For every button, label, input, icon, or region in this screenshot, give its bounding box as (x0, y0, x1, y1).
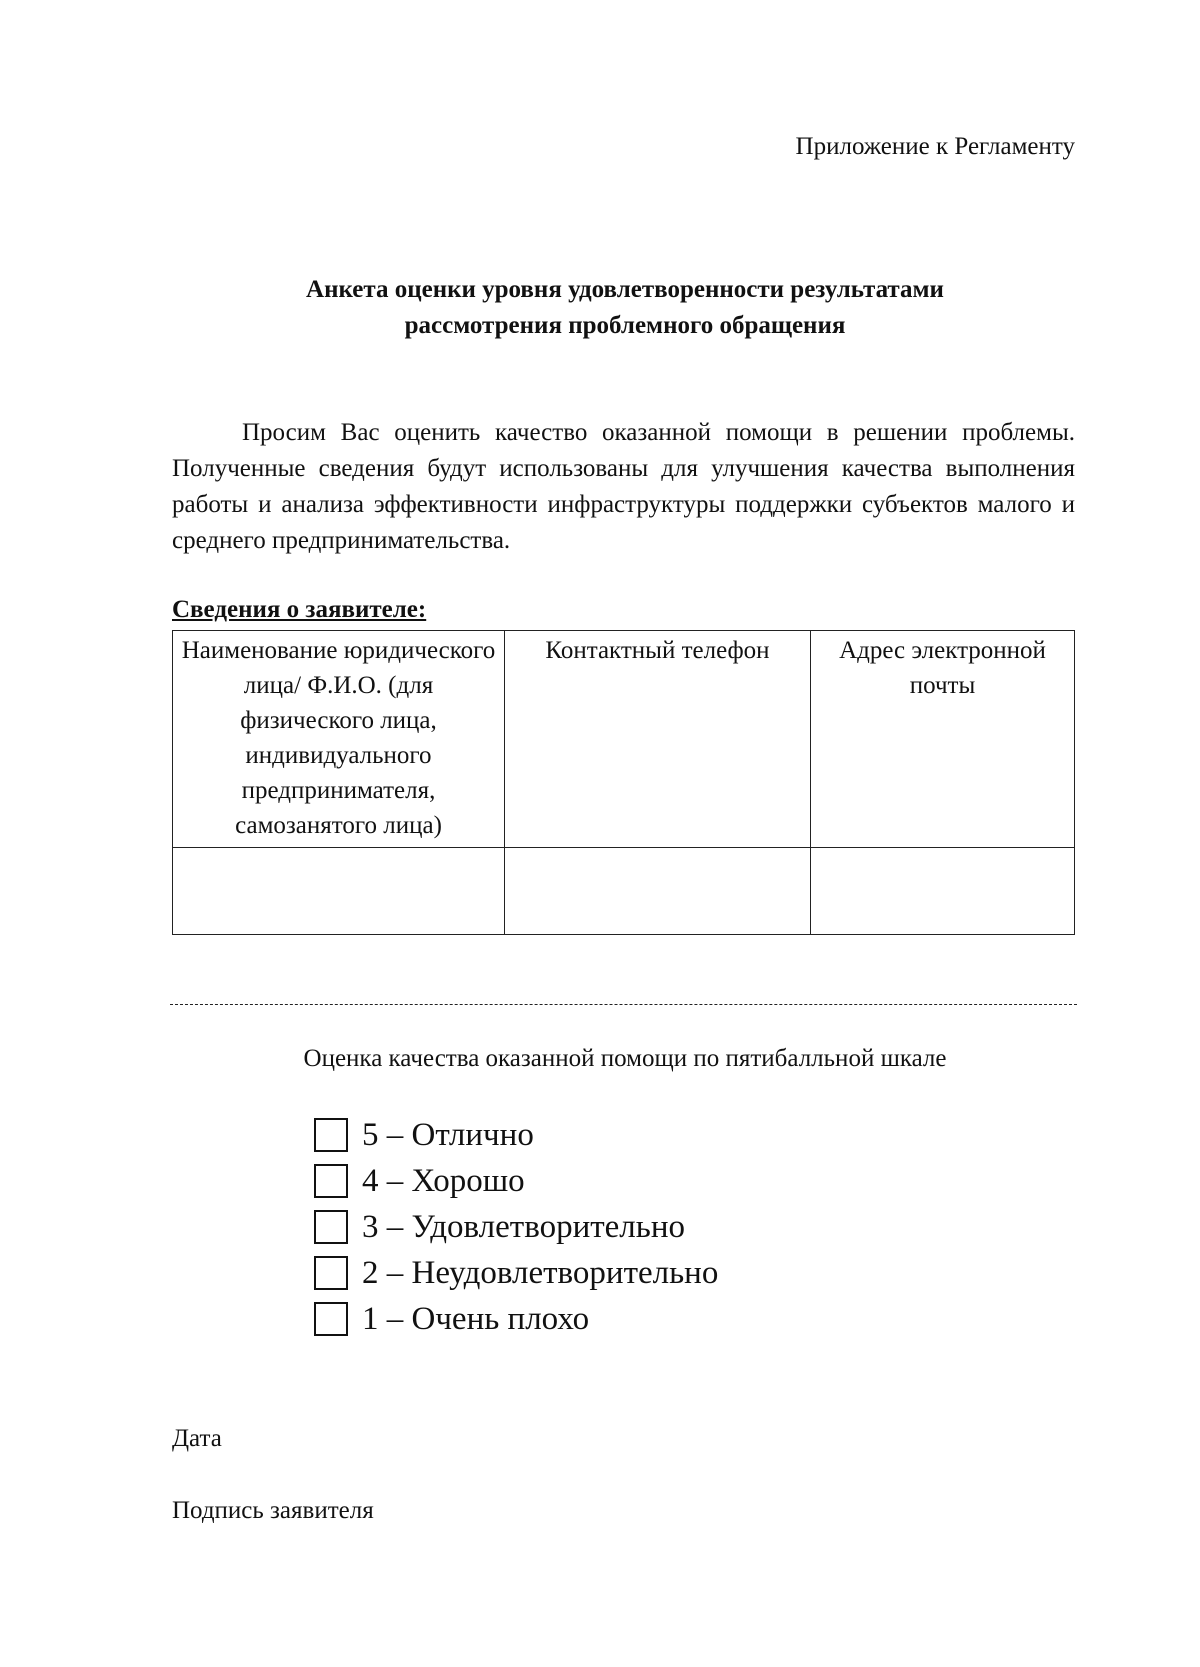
checkbox-excellent[interactable] (314, 1118, 348, 1152)
signature-label: Подпись заявителя (172, 1497, 374, 1524)
dashed-separator (170, 1004, 1077, 1005)
intro-paragraph: Просим Вас оценить качество оказанной помощи в решении проблемы. Полученные сведения будут использованы для улучшения качества выполнения работы и анализа эффективности инфраструктуры поддержки субъектов малого и среднего предпринимательства. (172, 419, 1075, 554)
rating-option-label: 2 – Неудовлетворительно (362, 1255, 719, 1291)
applicant-name-cell[interactable] (173, 848, 505, 935)
document-title-line-1: Анкета оценки уровня удовлетворенности результатами (306, 276, 944, 303)
column-header-email: Адрес электронной почты (811, 631, 1075, 848)
applicant-email-cell[interactable] (811, 848, 1075, 935)
column-header-name: Наименование юридического лица/ Ф.И.О. (для физического лица, индивидуального предпринимателя, самозанятого лица) (173, 631, 505, 848)
document-title (175, 272, 1075, 344)
rating-title: Оценка качества оказанной помощи по пятибалльной шкале (303, 1045, 947, 1072)
applicant-info-table (172, 630, 1075, 935)
rating-option-label: 4 – Хорошо (362, 1163, 525, 1199)
appendix-label: Приложение к Регламенту (795, 133, 1075, 160)
rating-option-label: 3 – Удовлетворительно (362, 1209, 685, 1245)
checkbox-unsatisfactory[interactable] (314, 1256, 348, 1290)
rating-option-3[interactable] (314, 1204, 718, 1250)
rating-option-1[interactable] (314, 1296, 718, 1342)
document-title-line-2: рассмотрения проблемного обращения (404, 312, 846, 339)
checkbox-very-bad[interactable] (314, 1302, 348, 1336)
rating-option-label: 1 – Очень плохо (362, 1301, 590, 1337)
date-label: Дата (172, 1425, 222, 1452)
checkbox-good[interactable] (314, 1164, 348, 1198)
checkbox-satisfactory[interactable] (314, 1210, 348, 1244)
rating-options-list (314, 1112, 718, 1342)
rating-option-4[interactable] (314, 1158, 718, 1204)
applicant-phone-cell[interactable] (505, 848, 811, 935)
applicant-table-row (173, 848, 1075, 935)
rating-option-label: 5 – Отлично (362, 1117, 534, 1153)
column-header-phone: Контактный телефон (505, 631, 811, 848)
applicant-info-heading: Сведения о заявителе: (172, 596, 427, 623)
rating-option-5[interactable] (314, 1112, 718, 1158)
rating-option-2[interactable] (314, 1250, 718, 1296)
applicant-table-header-row (173, 631, 1075, 848)
